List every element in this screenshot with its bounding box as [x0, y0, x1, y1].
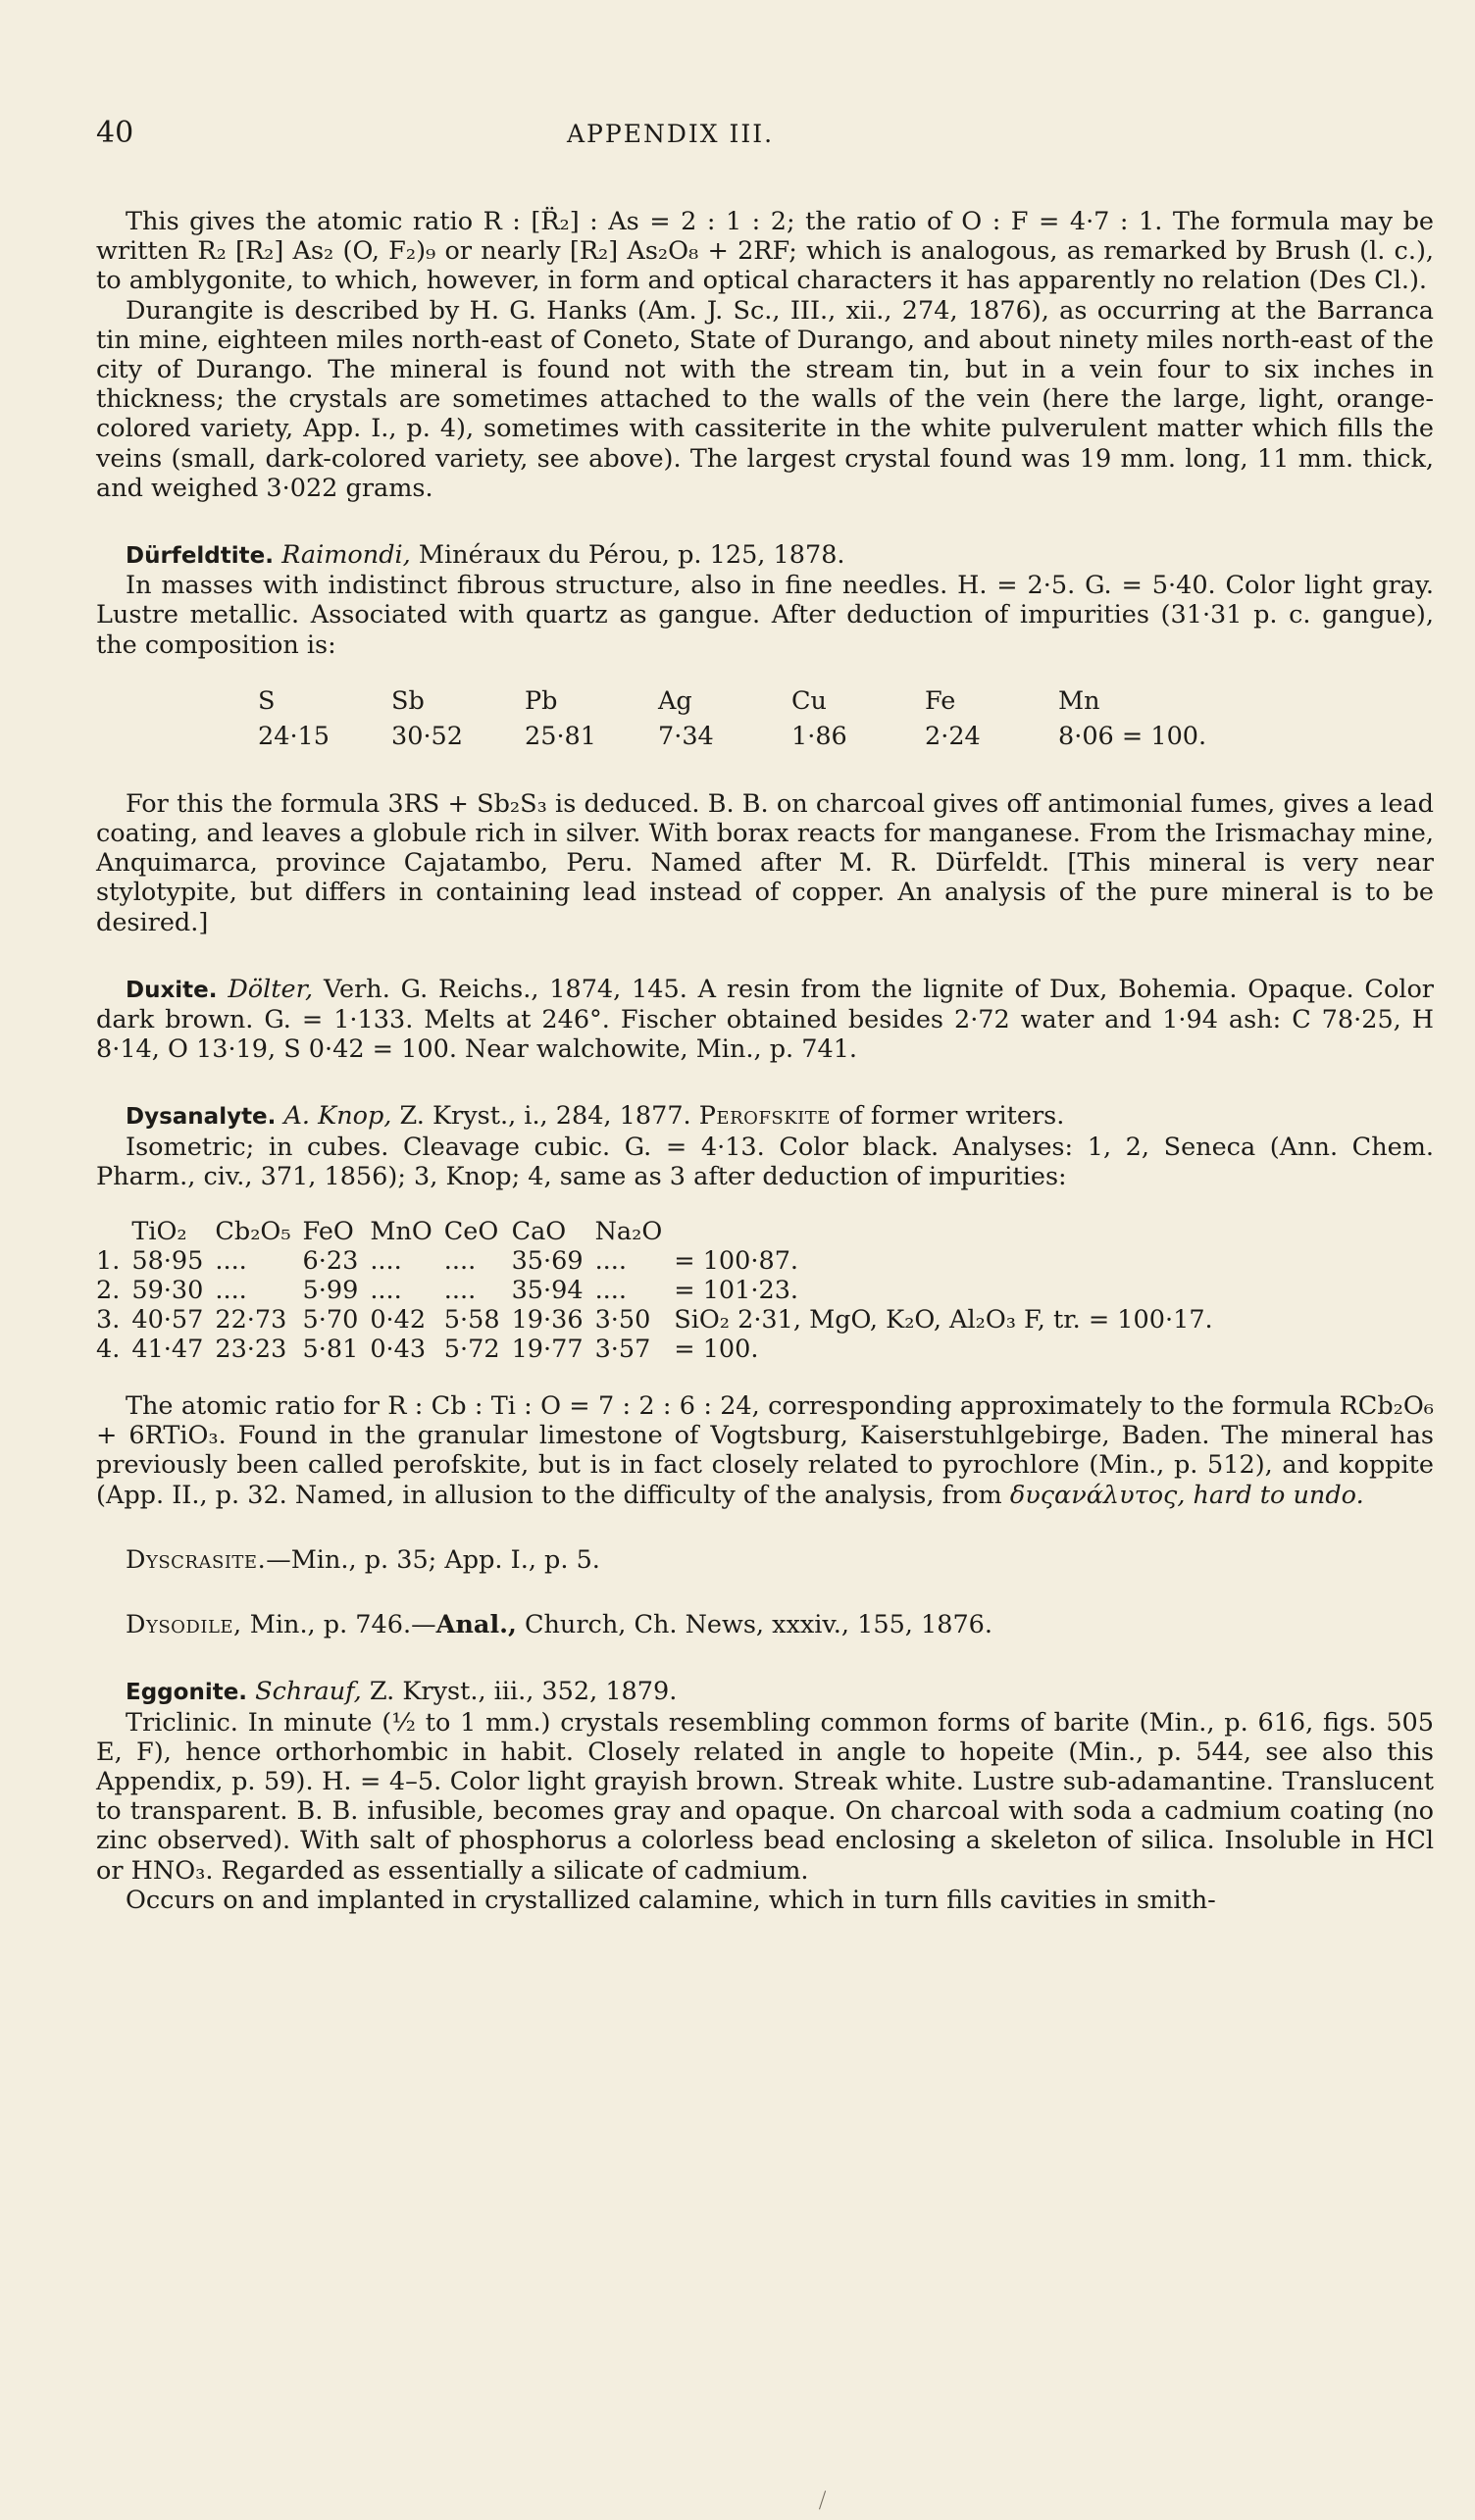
- table-cell: 5·72: [443, 1335, 500, 1365]
- reference: Z. Kryst., i., 284, 1877.: [391, 1101, 699, 1132]
- table-cell: 1.: [96, 1246, 121, 1277]
- table-cell: 2.: [96, 1276, 121, 1306]
- table-cell: 3·50: [594, 1305, 651, 1336]
- table-cell: 41·47: [131, 1335, 204, 1365]
- table-cell: 19·77: [511, 1335, 584, 1365]
- dysanalyte-paragraph-1: Isometric; in cubes. Cleavage cubic. G. = 4·13. Color black. Analyses: 1, 2, Seneca (Ann. Chem. Pharm., civ., 371, 1856); 3, Knop; 4, same as 3 after deduction of impurities:: [96, 1132, 1434, 1191]
- table-cell: ....: [594, 1246, 628, 1277]
- page-header: [96, 116, 1434, 150]
- table-cell: ....: [370, 1276, 402, 1306]
- etymology-gloss: hard to undo.: [1185, 1480, 1364, 1510]
- composition-header: Cu: [791, 685, 827, 716]
- durangite-paragraph-2: Durangite is described by H. G. Hanks (Am. J. Sc., III., xii., 274, 1876), as occurring at the Barranca tin mine, eighteen miles north-east of Coneto, State of Durango, and about ninety miles north-east of the city of Durango. The mineral is found not with the stream tin, but in a vein four to six inches in thickness; the crystals are sometimes attached to the walls of the vein (here the large, light, orange-colored variety, App. I., p. 4), sometimes with cassiterite in the white pulverulent matter which fills the veins (small, dark-colored variety, see above). The largest crystal found was 19 mm. long, 11 mm. thick, and weighed 3·022 grams.: [96, 295, 1434, 503]
- table-cell: ....: [594, 1276, 628, 1306]
- analysis-header: CaO: [511, 1217, 567, 1247]
- table-cell: SiO₂ 2·31, MgO, K₂O, Al₂O₃ F, tr. = 100·17.: [674, 1305, 1213, 1336]
- reference: Z. Kryst., iii., 352, 1879.: [361, 1677, 678, 1707]
- table-cell: ....: [443, 1276, 477, 1306]
- composition-value: 24·15: [258, 721, 331, 751]
- mineral-name: Dyscrasite.: [126, 1544, 267, 1575]
- composition-value: 7·34: [658, 721, 714, 751]
- table-cell: 23·23: [215, 1335, 287, 1365]
- composition-header: Mn: [1058, 685, 1100, 716]
- table-cell: ....: [443, 1246, 477, 1277]
- table-row: [96, 1276, 1225, 1305]
- analysis-header-row: [96, 1217, 1225, 1246]
- table-cell: 0·43: [370, 1335, 427, 1365]
- reference-end: of former writers.: [830, 1101, 1065, 1132]
- table-cell: = 100.: [674, 1335, 759, 1365]
- reference: Minéraux du Pérou, p. 125, 1878.: [410, 540, 845, 571]
- mineral-name: Dysodile,: [126, 1610, 242, 1640]
- composition-header: Ag: [658, 685, 692, 716]
- table-row: [96, 1305, 1225, 1335]
- dysodile-text-2: Church, Ch. News, xxxiv., 155, 1876.: [516, 1610, 993, 1640]
- composition-header: Fe: [925, 685, 956, 716]
- table-cell: = 101·23.: [674, 1276, 799, 1306]
- analysis-label: Anal.,: [435, 1610, 517, 1640]
- table-cell: 3.: [96, 1305, 121, 1336]
- composition-value: 8·06 = 100.: [1058, 721, 1207, 751]
- analysis-header: Cb₂O₅: [215, 1217, 291, 1247]
- composition-value-row: [258, 719, 1206, 754]
- former-name: Perofskite: [698, 1101, 831, 1132]
- table-cell: 40·57: [131, 1305, 204, 1336]
- table-cell: 3·57: [594, 1335, 651, 1365]
- dysanalyte-analysis-table: [96, 1217, 1225, 1364]
- durfeldtite-heading: [96, 540, 1434, 571]
- mineral-name: Eggonite.: [126, 1680, 248, 1706]
- dysanalyte-heading: [96, 1101, 1434, 1132]
- greek-etymology: δυςανάλυτος,: [1009, 1480, 1186, 1510]
- table-cell: ....: [215, 1246, 247, 1277]
- analysis-header: MnO: [370, 1217, 432, 1247]
- eggonite-paragraph-2: Occurs on and implanted in crystallized calamine, which in turn fills cavities in smith-: [126, 1885, 1216, 1915]
- table-cell: 35·94: [511, 1276, 584, 1306]
- composition-value: 1·86: [791, 721, 847, 751]
- table-cell: 4.: [96, 1335, 121, 1365]
- table-cell: 5·99: [302, 1276, 359, 1306]
- table-cell: = 100·87.: [674, 1246, 799, 1277]
- composition-header: Sb: [391, 685, 425, 716]
- table-cell: 5·70: [302, 1305, 359, 1336]
- durfeldtite-paragraph-2: For this the formula 3RS + Sb₂S₃ is deduced. B. B. on charcoal gives off antimonial fumes, gives a lead coating, and leaves a globule rich in silver. With borax reacts for manganese. From the Irismachay mine, Anquimarca, province Cajatambo, Peru. Named after M. R. Dürfeldt. [This mineral is very near stylotypite, but differs in containing lead instead of copper. An analysis of the pure mineral is to be desired.]: [96, 788, 1434, 937]
- dyscrasite-entry: [96, 1545, 1434, 1575]
- table-row: [96, 1335, 1225, 1364]
- analysis-header: TiO₂: [131, 1217, 187, 1247]
- analysis-header: CeO: [443, 1217, 499, 1247]
- composition-header: S: [258, 685, 276, 716]
- table-cell: 0·42: [370, 1305, 427, 1336]
- analysis-header: Na₂O: [594, 1217, 663, 1247]
- composition-value: 30·52: [391, 721, 464, 751]
- table-cell: 19·36: [511, 1305, 584, 1336]
- page-number: 40: [96, 116, 134, 150]
- analysis-header: FeO: [302, 1217, 354, 1247]
- mineral-name: Dysanalyte.: [126, 1104, 277, 1131]
- author: Schrauf,: [255, 1677, 362, 1707]
- table-cell: ....: [370, 1246, 402, 1277]
- stray-ink-mark: [819, 2491, 828, 2510]
- eggonite-heading: [96, 1677, 1434, 1707]
- duxite-entry: [96, 975, 1434, 1065]
- composition-header: Pb: [525, 685, 558, 716]
- table-cell: 22·73: [215, 1305, 287, 1336]
- dysodile-text: Min., p. 746.—: [241, 1610, 436, 1640]
- table-row: [96, 1246, 1225, 1276]
- table-cell: 35·69: [511, 1246, 584, 1277]
- dyscrasite-text: —Min., p. 35; App. I., p. 5.: [266, 1544, 600, 1575]
- dysanalyte-paragraph-2: [96, 1391, 1434, 1510]
- durfeldtite-paragraph-1: In masses with indistinct fibrous structure, also in fine needles. H. = 2·5. G. = 5·40. Color light gray. Lustre metallic. Associated with quartz as gangue. After deduction of impurities (31·31 p. c. gangue), the composition is:: [96, 571, 1434, 660]
- durfeldtite-composition-table: [258, 683, 1206, 754]
- mineral-name: Dürfeldtite.: [126, 543, 274, 570]
- running-head: APPENDIX III.: [567, 120, 775, 148]
- dysodile-entry: [96, 1610, 1434, 1639]
- author: Raimondi,: [281, 540, 411, 571]
- analysis-header: [96, 1217, 131, 1246]
- table-cell: 6·23: [302, 1246, 359, 1277]
- author: A. Knop,: [283, 1101, 392, 1132]
- table-cell: 59·30: [131, 1276, 204, 1306]
- eggonite-paragraph-1: Triclinic. In minute (½ to 1 mm.) crystals resembling common forms of barite (Min., p. 616, figs. 505 E, F), hence orthorhombic in habit. Closely related in angle to hopeite (Min., p. 544, see also this Appendix, p. 59). H. = 4–5. Color light grayish brown. Streak white. Lustre sub-adamantine. Translucent to transparent. B. B. infusible, becomes gray and opaque. On charcoal with soda a cadmium coating (no zinc observed). With salt of phosphorus a colorless bead enclosing a skeleton of silica. Insoluble in HCl or HNO₃. Regarded as essentially a silicate of cadmium.: [96, 1707, 1434, 1886]
- durangite-paragraph-1: This gives the atomic ratio R : [R̈₂] : As = 2 : 1 : 2; the ratio of O : F = 4·7 : 1. The formula may be written R₂ [R₂] As₂ (O, F₂)₉ or nearly [R₂] As₂O₈ + 2RF; which is analogous, as remarked by Brush (l. c.), to amblygonite, to which, however, in form and optical characters it has apparently no relation (Des Cl.).: [96, 207, 1434, 296]
- composition-value: 2·24: [925, 721, 981, 751]
- table-cell: 5·81: [302, 1335, 359, 1365]
- composition-value: 25·81: [525, 721, 597, 751]
- table-cell: 5·58: [443, 1305, 500, 1336]
- duxite-text: Verh. G. Reichs., 1874, 145. A resin from the lignite of Dux, Bohemia. Opaque. Color dark brown. G. = 1·133. Melts at 246°. Fischer obtained besides 2·72 water and 1·94 ash: C 78·25, H 8·14, O 13·19, S 0·42 = 100. Near walchowite, Min., p. 741.: [96, 974, 1434, 1065]
- analysis-header: [674, 1217, 1224, 1246]
- dysanalyte-text: The atomic ratio for R : Cb : Ti : O = 7 : 2 : 6 : 24, corresponding approximately to the formula RCb₂O₆ + 6RTiO₃. Found in the granular limestone of Vogtsburg, Kaiserstuhlgebirge, Baden. The mineral has previously been called perofskite, but is in fact closely related to pyrochlore (Min., p. 512), and koppite (App. II., p. 32. Named, in allusion to the difficulty of the analysis, from: [96, 1391, 1434, 1510]
- composition-header-row: [258, 683, 1206, 719]
- table-cell: ....: [215, 1276, 247, 1306]
- author: Dölter,: [228, 974, 314, 1004]
- table-cell: 58·95: [131, 1246, 204, 1277]
- mineral-name: Duxite.: [126, 977, 218, 1003]
